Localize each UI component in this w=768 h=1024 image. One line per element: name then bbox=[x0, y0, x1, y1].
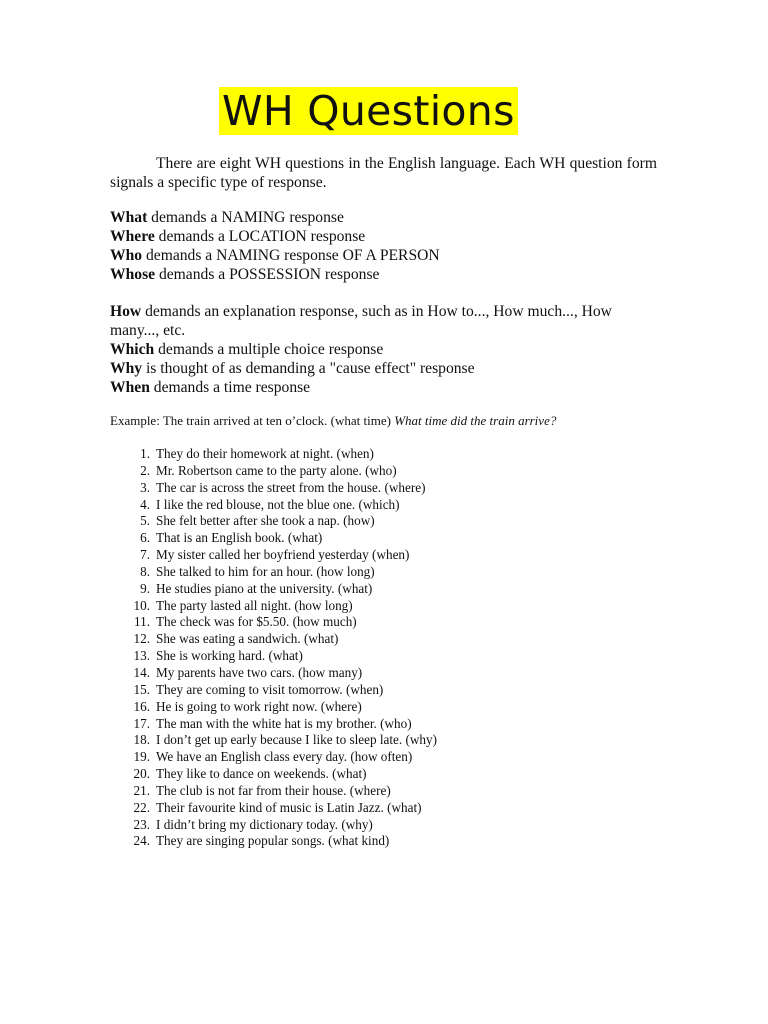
exercise-list bbox=[110, 446, 437, 850]
exercise-text: The club is not far from their house. (where) bbox=[156, 782, 391, 798]
exercise-item bbox=[110, 699, 437, 716]
exercise-text: He is going to work right now. (where) bbox=[156, 698, 362, 714]
exercise-item bbox=[110, 749, 437, 766]
exercise-item bbox=[110, 631, 437, 648]
exercise-number: 6. bbox=[140, 530, 150, 546]
wh-word: What bbox=[110, 209, 148, 226]
paragraph-gap bbox=[110, 284, 670, 302]
exercise-number: 11. bbox=[134, 614, 150, 630]
definition-what bbox=[110, 208, 670, 227]
exercise-item bbox=[110, 833, 437, 850]
exercise-text: They do their homework at night. (when) bbox=[156, 446, 374, 461]
exercise-number: 9. bbox=[140, 580, 150, 596]
exercise-item bbox=[110, 716, 437, 733]
definition-text: demands a POSSESSION response bbox=[155, 266, 380, 283]
exercise-number: 1. bbox=[140, 446, 150, 461]
exercise-number: 16. bbox=[133, 698, 150, 714]
exercise-number: 3. bbox=[140, 479, 150, 495]
example-answer: What time did the train arrive? bbox=[394, 413, 557, 428]
exercise-text: I like the red blouse, not the blue one. (which) bbox=[156, 496, 400, 512]
definition-text: demands a NAMING response bbox=[147, 209, 344, 226]
exercise-number: 8. bbox=[140, 563, 150, 579]
definition-text: demands a time response bbox=[149, 379, 311, 396]
exercise-item bbox=[110, 530, 437, 547]
exercise-item bbox=[110, 547, 437, 564]
exercise-number: 12. bbox=[133, 631, 150, 647]
example-text: Example: The train arrived at ten o’clock. (what time) bbox=[110, 413, 395, 428]
definition-when bbox=[110, 378, 670, 397]
definition-which bbox=[110, 340, 670, 359]
exercise-number: 13. bbox=[133, 648, 150, 664]
exercise-item bbox=[110, 817, 437, 834]
exercise-item bbox=[110, 783, 437, 800]
exercise-text: The party lasted all night. (how long) bbox=[156, 597, 353, 613]
exercise-number: 15. bbox=[133, 681, 150, 697]
exercise-text: He studies piano at the university. (what) bbox=[156, 580, 373, 596]
wh-word: How bbox=[110, 303, 142, 320]
definition-whose bbox=[110, 265, 670, 284]
exercise-item bbox=[110, 665, 437, 682]
definition-who bbox=[110, 246, 670, 265]
definition-why bbox=[110, 359, 670, 378]
exercise-number: 24. bbox=[133, 833, 150, 849]
wh-word: Where bbox=[110, 228, 155, 245]
exercise-item bbox=[110, 446, 437, 463]
wh-word: When bbox=[110, 379, 150, 396]
definition-text: is thought of as demanding a "cause effect" response bbox=[142, 360, 475, 377]
exercise-text: The check was for $5.50. (how much) bbox=[156, 614, 357, 630]
example-line bbox=[110, 412, 556, 430]
exercise-text: She was eating a sandwich. (what) bbox=[156, 631, 339, 647]
exercise-item bbox=[110, 766, 437, 783]
page-title: WH Questions bbox=[219, 87, 518, 135]
definition-how bbox=[110, 302, 655, 340]
exercise-text: We have an English class every day. (how often) bbox=[156, 749, 413, 765]
intro-paragraph: There are eight WH questions in the English language. Each WH question form signals a specific type of response. bbox=[110, 155, 657, 191]
exercise-item bbox=[110, 648, 437, 665]
exercise-text: They are singing popular songs. (what kind) bbox=[156, 833, 390, 849]
exercise-item bbox=[110, 513, 437, 530]
exercise-number: 2. bbox=[140, 462, 150, 478]
exercise-text: Their favourite kind of music is Latin Jazz. (what) bbox=[156, 799, 422, 815]
exercise-item bbox=[110, 682, 437, 699]
exercise-item bbox=[110, 598, 437, 615]
exercise-text: She talked to him for an hour. (how long) bbox=[156, 563, 375, 579]
exercise-text: They are coming to visit tomorrow. (when) bbox=[156, 681, 384, 697]
exercise-number: 4. bbox=[140, 496, 150, 512]
exercise-text: I don’t get up early because I like to sleep late. (why) bbox=[156, 732, 437, 748]
wh-word: Who bbox=[110, 247, 143, 264]
definition-text: demands a NAMING response OF A PERSON bbox=[142, 247, 440, 264]
exercise-number: 20. bbox=[133, 766, 150, 782]
wh-word: Whose bbox=[110, 266, 156, 283]
wh-word: Why bbox=[110, 360, 143, 377]
exercise-item bbox=[110, 581, 437, 598]
exercise-text: That is an English book. (what) bbox=[156, 530, 323, 546]
definition-text: demands a multiple choice response bbox=[154, 341, 384, 358]
exercise-item bbox=[110, 497, 437, 514]
exercise-item bbox=[110, 480, 437, 497]
exercise-item bbox=[110, 732, 437, 749]
exercise-text: She is working hard. (what) bbox=[156, 648, 303, 664]
exercise-text: She felt better after she took a nap. (how) bbox=[156, 513, 375, 529]
exercise-number: 18. bbox=[133, 732, 150, 748]
exercise-number: 19. bbox=[133, 749, 150, 765]
exercise-item bbox=[110, 614, 437, 631]
definitions-list bbox=[110, 208, 670, 397]
exercise-number: 10. bbox=[133, 597, 150, 613]
exercise-item bbox=[110, 564, 437, 581]
exercise-text: My sister called her boyfriend yesterday (when) bbox=[156, 547, 410, 563]
exercise-item bbox=[110, 463, 437, 480]
exercise-number: 14. bbox=[133, 664, 150, 680]
definition-text: demands a LOCATION response bbox=[154, 228, 366, 245]
exercise-text: Mr. Robertson came to the party alone. (who) bbox=[156, 462, 397, 478]
exercise-number: 23. bbox=[133, 816, 150, 832]
exercise-text: The car is across the street from the house. (where) bbox=[156, 479, 426, 495]
exercise-number: 22. bbox=[133, 799, 150, 815]
exercise-text: They like to dance on weekends. (what) bbox=[156, 766, 367, 782]
exercise-number: 21. bbox=[133, 782, 150, 798]
wh-word: Which bbox=[110, 341, 155, 358]
exercise-text: I didn’t bring my dictionary today. (why) bbox=[156, 816, 373, 832]
exercise-text: My parents have two cars. (how many) bbox=[156, 664, 363, 680]
exercise-number: 17. bbox=[133, 715, 150, 731]
definition-where bbox=[110, 227, 670, 246]
exercise-item bbox=[110, 800, 437, 817]
exercise-number: 5. bbox=[140, 513, 150, 529]
definition-text: demands an explanation response, such as in How to..., How much..., How many..., etc. bbox=[110, 303, 612, 339]
exercise-text: The man with the white hat is my brother. (who) bbox=[156, 715, 412, 731]
exercise-number: 7. bbox=[140, 547, 150, 563]
